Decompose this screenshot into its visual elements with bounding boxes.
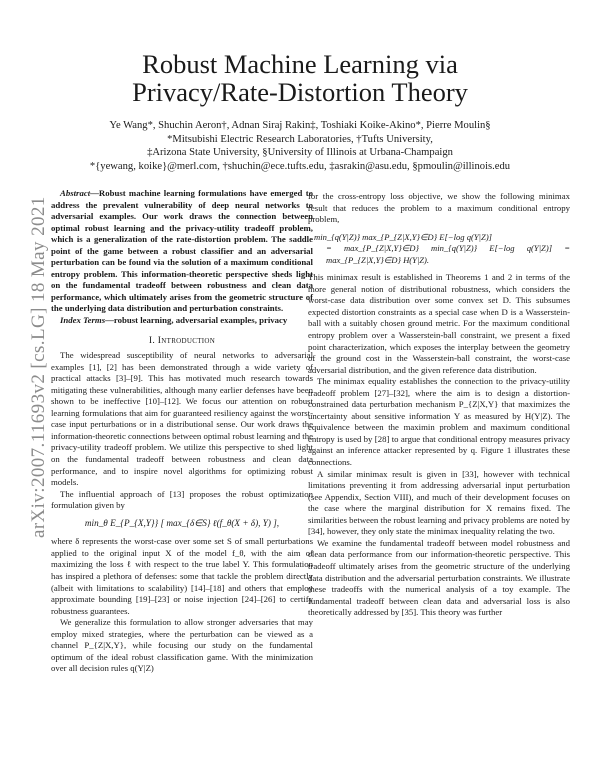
right-paragraph-4: A similar minimax result is given in [33], however with technical limitations preventing it from addressing adversarial input perturbation (see Appendix, Section VIII), and much of their development focuses on the case where the marginal distribution for X remains fixed. The similarities between the robust learning and privacy problems are noted by [34], however, they only state the minimax inequality relating the two. <box>308 468 570 537</box>
equation-minimax <box>308 232 570 267</box>
paper-title-line-1: Robust Machine Learning via <box>142 49 458 79</box>
right-column <box>308 191 570 619</box>
right-paragraph-3: The minimax equality establishes the connection to the privacy-utility tradeoff problem [27]–[32], where the aim is to design a distortion-constrained data perturbation mechanism P_{Z|X,Y} that maximizes the uncertainty about sensitive information Y as measured by H(Y|Z). The equivalence between the maximin problem and maximum conditional entropy is used by [28] to argue that conditional entropy measures privacy against an inference attacker represented by q. Figure 1 illustrates these connections. <box>308 376 570 468</box>
abstract-label: Abstract <box>60 188 91 198</box>
author-block <box>0 119 600 173</box>
equation-robust-optimization: min_θ E_{P_{X,Y}} [ max_{δ∈S} ℓ(f_θ(X + δ), Y) ], <box>84 517 280 528</box>
index-terms <box>51 315 313 327</box>
right-paragraph-2: This minimax result is established in Theorems 1 and 2 in terms of the more general notion of distributional robustness, which considers the worst-case data distribution over some convex set D. This subsumes expected distortion constraints as a special case when D is a Wasserstein-ball with a suitably chosen ground metric. For the maximum conditional entropy problem over a Wasserstein-ball constraint, we present a fixed point characterization, which exposes the interplay between the geometry of the ground cost in the Wasserstein-ball constraint, the worst-case adversarial distribution, and the given reference data distribution. <box>308 272 570 375</box>
intro-paragraph-4: We generalize this formulation to allow stronger adversaries that may employ mixed strategies, where the perturbation can be viewed as a channel P_{Z|X,Y}, while focusing our study on the fundamental optimum of the ideal robust classification game. With the minimization over all decision rules q(Y|Z) <box>51 617 313 674</box>
index-terms-label: Index Terms <box>60 315 106 326</box>
section-heading-introduction: I. Introduction <box>148 334 216 346</box>
affiliation-line-2: ‡Arizona State University, §University of Illinois at Urbana-Champaign <box>147 147 453 158</box>
right-paragraph-5: We examine the fundamental tradeoff between model robustness and clean data performance from our information-theoretic perspective. This tradeoff ultimately arises from the geometric structure of the underlying data distribution and the adversarial perturbation constraints. We illustrate these tradeoffs with the numerical analysis of a toy example. The fundamental tradeoff between clean data and adversarial loss is also theoretically addressed by [35]. This theory was further <box>308 537 570 618</box>
arxiv-identifier: arXiv:2007.11693v2 [cs.LG] 18 May 2021 <box>28 196 49 538</box>
abstract-text: —Robust machine learning formulations have emerged to address the prevalent vulnerability of deep neural networks to adversarial examples. Our work draws the connection between optimal robust learning and the privacy-utility tradeoff problem, which is a generalization of the rate-distortion problem. The saddle point of the game between a robust classifier and an adversarial perturbation can be found via the solution of a maximum conditional entropy problem. This information-theoretic perspective sheds light on the fundamental tradeoff between robustness and clean data performance, which ultimately arises from the geometric structure of the underlying data distribution and perturbation constraints. <box>51 188 313 314</box>
intro-paragraph-2: The influential approach of [13] proposes the robust optimization formulation given by <box>51 488 313 511</box>
right-paragraph-1: for the cross-entropy loss objective, we show the following minimax result that reduces the problem to a maximum conditional entropy problem, <box>308 191 570 225</box>
index-terms-text: —robust learning, adversarial examples, privacy <box>105 315 288 326</box>
equation-minimax-line-1: min_{q(Y|Z)} max_{P_{Z|X,Y}∈D} E[−log q(Y|Z)] <box>314 231 493 242</box>
equation-minimax-line-2: = max_{P_{Z|X,Y}∈D} min_{q(Y|Z)} E[−log q(Y|Z)] = max_{P_{Z|X,Y}∈D} H(Y|Z). <box>326 243 570 265</box>
author-emails: *{yewang, koike}@merl.com, †shuchin@ece.tufts.edu, ‡asrakin@asu.edu, §pmoulin@illinois.edu <box>89 160 511 172</box>
intro-paragraph-3: where δ represents the worst-case over some set S of small perturbations applied to the original input X of the model f_θ, with the aim of maximizing the loss ℓ with respect to the true label Y. This formulation has inspired a plethora of defenses: some that tackle the problem directly (albeit with limitations to scalability) [14]–[18] and others that employ approximate bounding [19]–[23] or noise injection [24]–[26] to certify robustness guarantees. <box>51 536 313 616</box>
affiliation-line-1: *Mitsubishi Electric Research Laboratories, †Tufts University, <box>167 133 433 145</box>
left-column <box>51 188 313 675</box>
paper-title-line-2: Privacy/Rate-Distortion Theory <box>132 77 468 107</box>
author-names: Ye Wang*, Shuchin Aeron†, Adnan Siraj Rakin‡, Toshiaki Koike-Akino*, Pierre Moulin§ <box>109 120 491 131</box>
abstract <box>51 188 313 315</box>
intro-paragraph-1: The widespread susceptibility of neural networks to adversarial examples [1], [2] has been demonstrated through a wide variety of practical attacks [3]–[9]. This has motivated much research towards mitigating these vulnerabilities, although many earlier defenses have been shown to be ineffective [10]–[12]. We focus our attention on robust learning formulations that aim for guaranteed resiliency against the worst-case input perturbations or in a distributional sense. Our work draws the information-theoretic connections between optimal robust learning and the privacy-utility tradeoff problem. We utilize this perspective to shed light on the fundamental tradeoff between robustness and clean data performance, and to inspire novel algorithms for optimizing robust models. <box>51 350 313 488</box>
